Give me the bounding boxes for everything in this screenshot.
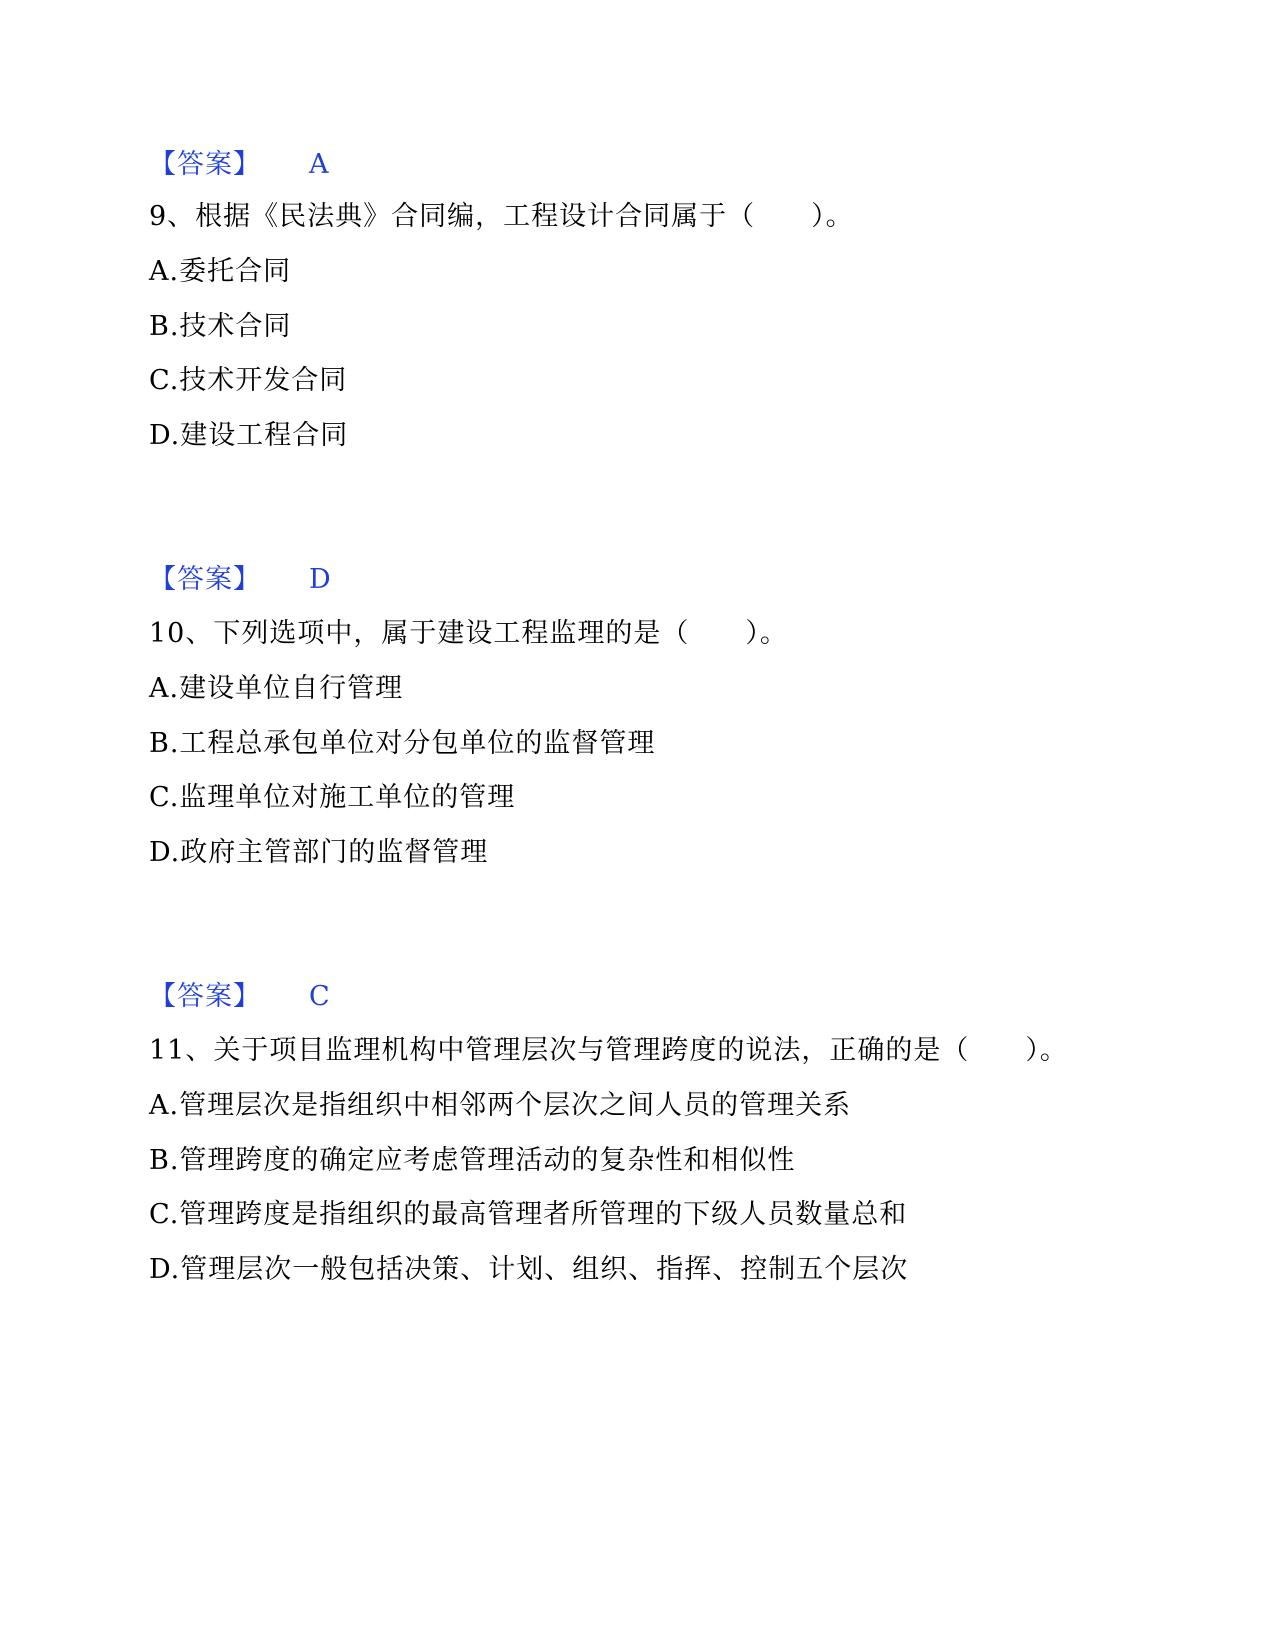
answer-line-9 <box>149 563 332 597</box>
answer-label: 【答案】 <box>149 564 261 595</box>
question-11-option-c: C.管理跨度是指组织的最高管理者所管理的下级人员数量总和 <box>149 1199 908 1230</box>
answer-value: D <box>309 564 332 595</box>
answer-value: A <box>309 149 330 180</box>
question-11-option-b: B.管理跨度的确定应考虑管理活动的复杂性和相似性 <box>149 1145 796 1176</box>
question-11-option-d: D.管理层次一般包括决策、计划、组织、指挥、控制五个层次 <box>149 1254 909 1285</box>
question-9-text: 9、根据《民法典》合同编，工程设计合同属于（ ）。 <box>149 201 854 232</box>
question-10-option-d: D.政府主管部门的监督管理 <box>149 837 489 868</box>
question-9-option-a: A.委托合同 <box>149 256 292 287</box>
answer-line-10 <box>149 980 331 1014</box>
answer-label: 【答案】 <box>149 149 261 180</box>
question-9-option-c: C.技术开发合同 <box>149 365 348 396</box>
question-11-text: 11、关于项目监理机构中管理层次与管理跨度的说法，正确的是（ ）。 <box>149 1035 1068 1066</box>
answer-label: 【答案】 <box>149 981 261 1012</box>
question-10-option-b: B.工程总承包单位对分包单位的监督管理 <box>149 728 656 759</box>
question-10-text: 10、下列选项中，属于建设工程监理的是（ ）。 <box>149 618 788 649</box>
question-10-option-c: C.监理单位对施工单位的管理 <box>149 782 516 813</box>
question-10-option-a: A.建设单位自行管理 <box>149 673 404 704</box>
question-11-option-a: A.管理层次是指组织中相邻两个层次之间人员的管理关系 <box>149 1090 852 1121</box>
answer-line-8 <box>149 148 330 182</box>
answer-value: C <box>309 981 331 1012</box>
question-9-option-d: D.建设工程合同 <box>149 420 349 451</box>
question-9-option-b: B.技术合同 <box>149 311 292 342</box>
